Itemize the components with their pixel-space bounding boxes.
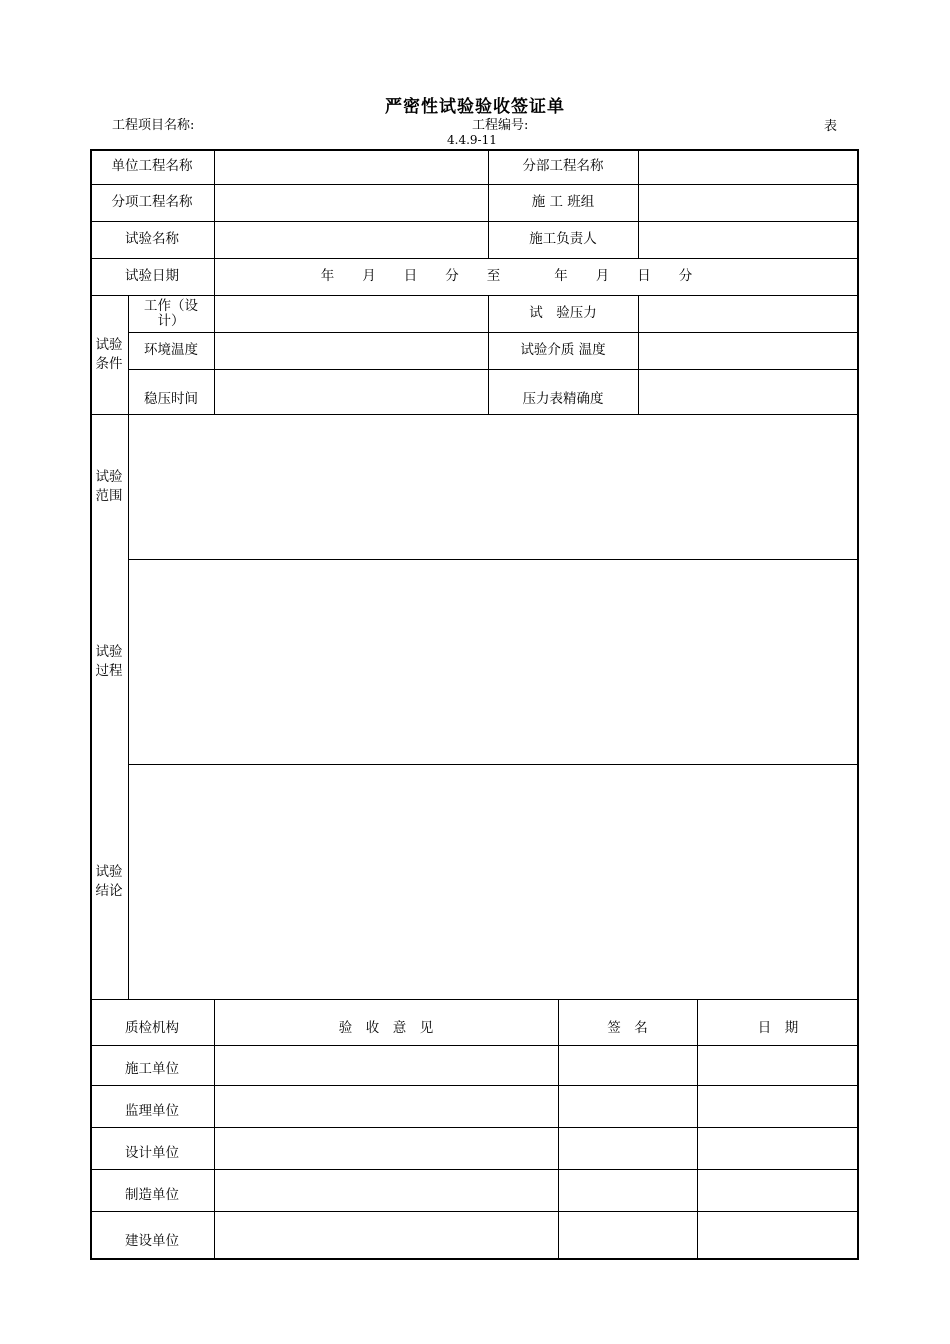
team-field[interactable] [638, 184, 859, 221]
ambient-temp-field[interactable] [214, 332, 488, 369]
date-end-day: 日 [637, 268, 651, 285]
table-label: 表 [824, 119, 838, 134]
construction-unit-signature[interactable] [558, 1045, 697, 1085]
test-scope-field[interactable] [128, 414, 859, 559]
manufacturer-unit-date[interactable] [697, 1169, 859, 1211]
leader-label: 施工负责人 [529, 231, 597, 248]
supervision-unit-opinion[interactable] [214, 1085, 558, 1127]
team-label: 施 工 班组 [531, 194, 595, 211]
design-unit-date[interactable] [697, 1127, 859, 1169]
medium-temp-label: 试验介质 温度 [520, 342, 606, 359]
qc-agency-header: 质检机构 [125, 1019, 179, 1036]
manufacturer-unit-label: 制造单位 [125, 1186, 179, 1203]
date-start-month: 月 [362, 268, 376, 285]
medium-temp-field[interactable] [638, 332, 859, 369]
test-pressure-label: 试 验压力 [529, 305, 597, 322]
page-title: 严密性试验验收签证单 [385, 97, 565, 117]
acceptance-form-table [90, 149, 859, 1260]
construction-unit-date[interactable] [697, 1045, 859, 1085]
date-start-year: 年 [320, 268, 335, 285]
manufacturer-unit-opinion[interactable] [214, 1169, 558, 1211]
date-to: 至 [486, 268, 501, 285]
test-conditions-label: 试验条件 [95, 337, 123, 372]
test-pressure-field[interactable] [638, 295, 859, 332]
work-design-label: 工作（设计） [144, 297, 198, 329]
test-scope-label: 试验范围 [95, 469, 123, 504]
test-process-label: 试验过程 [95, 644, 123, 679]
sub-project-field[interactable] [638, 149, 859, 184]
project-no-label: 工程编号: [472, 118, 529, 133]
design-unit-signature[interactable] [558, 1127, 697, 1169]
owner-unit-label: 建设单位 [125, 1233, 179, 1250]
owner-unit-opinion[interactable] [214, 1211, 558, 1260]
test-name-label: 试验名称 [125, 231, 179, 248]
work-design-field[interactable] [214, 295, 488, 332]
test-process-field[interactable] [128, 559, 859, 764]
test-conclusion-label: 试验结论 [95, 864, 123, 899]
date-start-day: 日 [403, 268, 418, 285]
date-end-minute: 分 [678, 268, 693, 285]
table-number: 4.4.9-11 [447, 133, 497, 147]
leader-field[interactable] [638, 221, 859, 258]
supervision-unit-date[interactable] [697, 1085, 859, 1127]
manufacturer-unit-signature[interactable] [558, 1169, 697, 1211]
gauge-precision-field[interactable] [638, 369, 859, 414]
supervision-unit-label: 监理单位 [125, 1102, 179, 1119]
ambient-temp-label: 环境温度 [144, 342, 198, 359]
date-end-month: 月 [595, 268, 610, 285]
construction-unit-opinion[interactable] [214, 1045, 558, 1085]
test-date-label: 试验日期 [125, 268, 179, 285]
item-project-field[interactable] [214, 184, 488, 221]
signature-header: 签 名 [607, 1019, 648, 1036]
owner-unit-signature[interactable] [558, 1211, 697, 1260]
supervision-unit-signature[interactable] [558, 1085, 697, 1127]
unit-project-label: 单位工程名称 [111, 158, 193, 175]
date-end-year: 年 [554, 268, 568, 285]
test-conclusion-field[interactable] [128, 764, 859, 999]
sub-project-label: 分部工程名称 [522, 158, 604, 175]
date-header: 日 期 [757, 1019, 799, 1036]
project-name-label: 工程项目名称: [112, 118, 195, 133]
test-name-field[interactable] [214, 221, 488, 258]
test-date-range[interactable] [214, 258, 859, 295]
item-project-label: 分项工程名称 [111, 194, 193, 211]
hold-time-label: 稳压时间 [144, 390, 198, 407]
construction-unit-label: 施工单位 [125, 1060, 179, 1077]
design-unit-opinion[interactable] [214, 1127, 558, 1169]
opinion-header: 验 收 意 见 [338, 1019, 434, 1036]
date-start-minute: 分 [445, 268, 459, 285]
design-unit-label: 设计单位 [125, 1144, 179, 1161]
hold-time-field[interactable] [214, 369, 488, 414]
owner-unit-date[interactable] [697, 1211, 859, 1260]
unit-project-field[interactable] [214, 149, 488, 184]
gauge-precision-label: 压力表精确度 [522, 390, 604, 407]
